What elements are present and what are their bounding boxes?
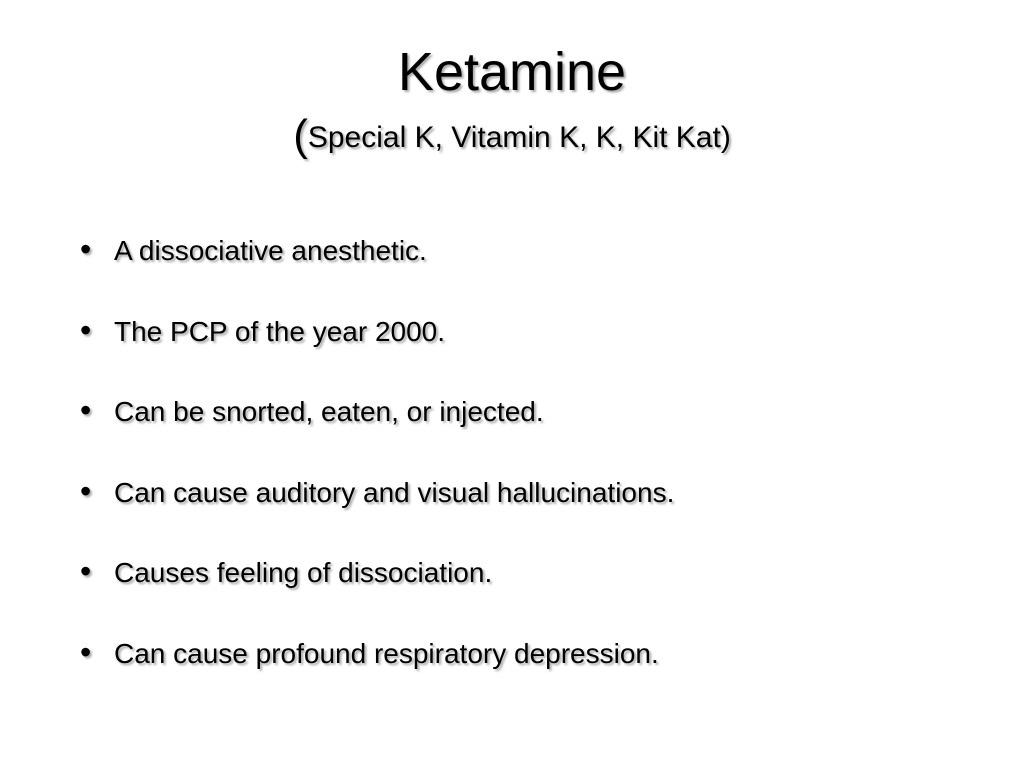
subtitle-open-paren: (	[293, 111, 308, 160]
bullet-item	[80, 468, 674, 549]
bullet-item	[80, 629, 674, 710]
bullet-text: Can cause profound respiratory depression.	[114, 637, 659, 669]
bullet-text: The PCP of the year 2000.	[114, 315, 446, 347]
bullet-item	[80, 548, 674, 629]
bullet-icon: •	[80, 311, 92, 348]
bullet-icon: •	[80, 553, 92, 589]
bullet-text: A dissociative anesthetic.	[114, 235, 427, 266]
slide-subtitle	[0, 112, 1024, 162]
bullet-icon: •	[80, 633, 92, 670]
bullet-item	[80, 387, 674, 468]
bullet-icon: •	[80, 472, 92, 509]
bullet-icon: •	[80, 231, 92, 267]
bullet-item	[80, 307, 674, 388]
bullet-text: Can cause auditory and visual hallucinations.	[114, 476, 675, 508]
bullet-item	[80, 226, 674, 307]
slide-title: Ketamine	[397, 42, 627, 102]
bullet-text: Can be snorted, eaten, or injected.	[114, 396, 544, 427]
bullet-icon: •	[80, 392, 92, 428]
bullet-list	[80, 226, 674, 709]
subtitle-text: Special K, Vitamin K, K, Kit Kat)	[307, 121, 731, 154]
bullet-text: Causes feeling of dissociation.	[114, 557, 493, 588]
